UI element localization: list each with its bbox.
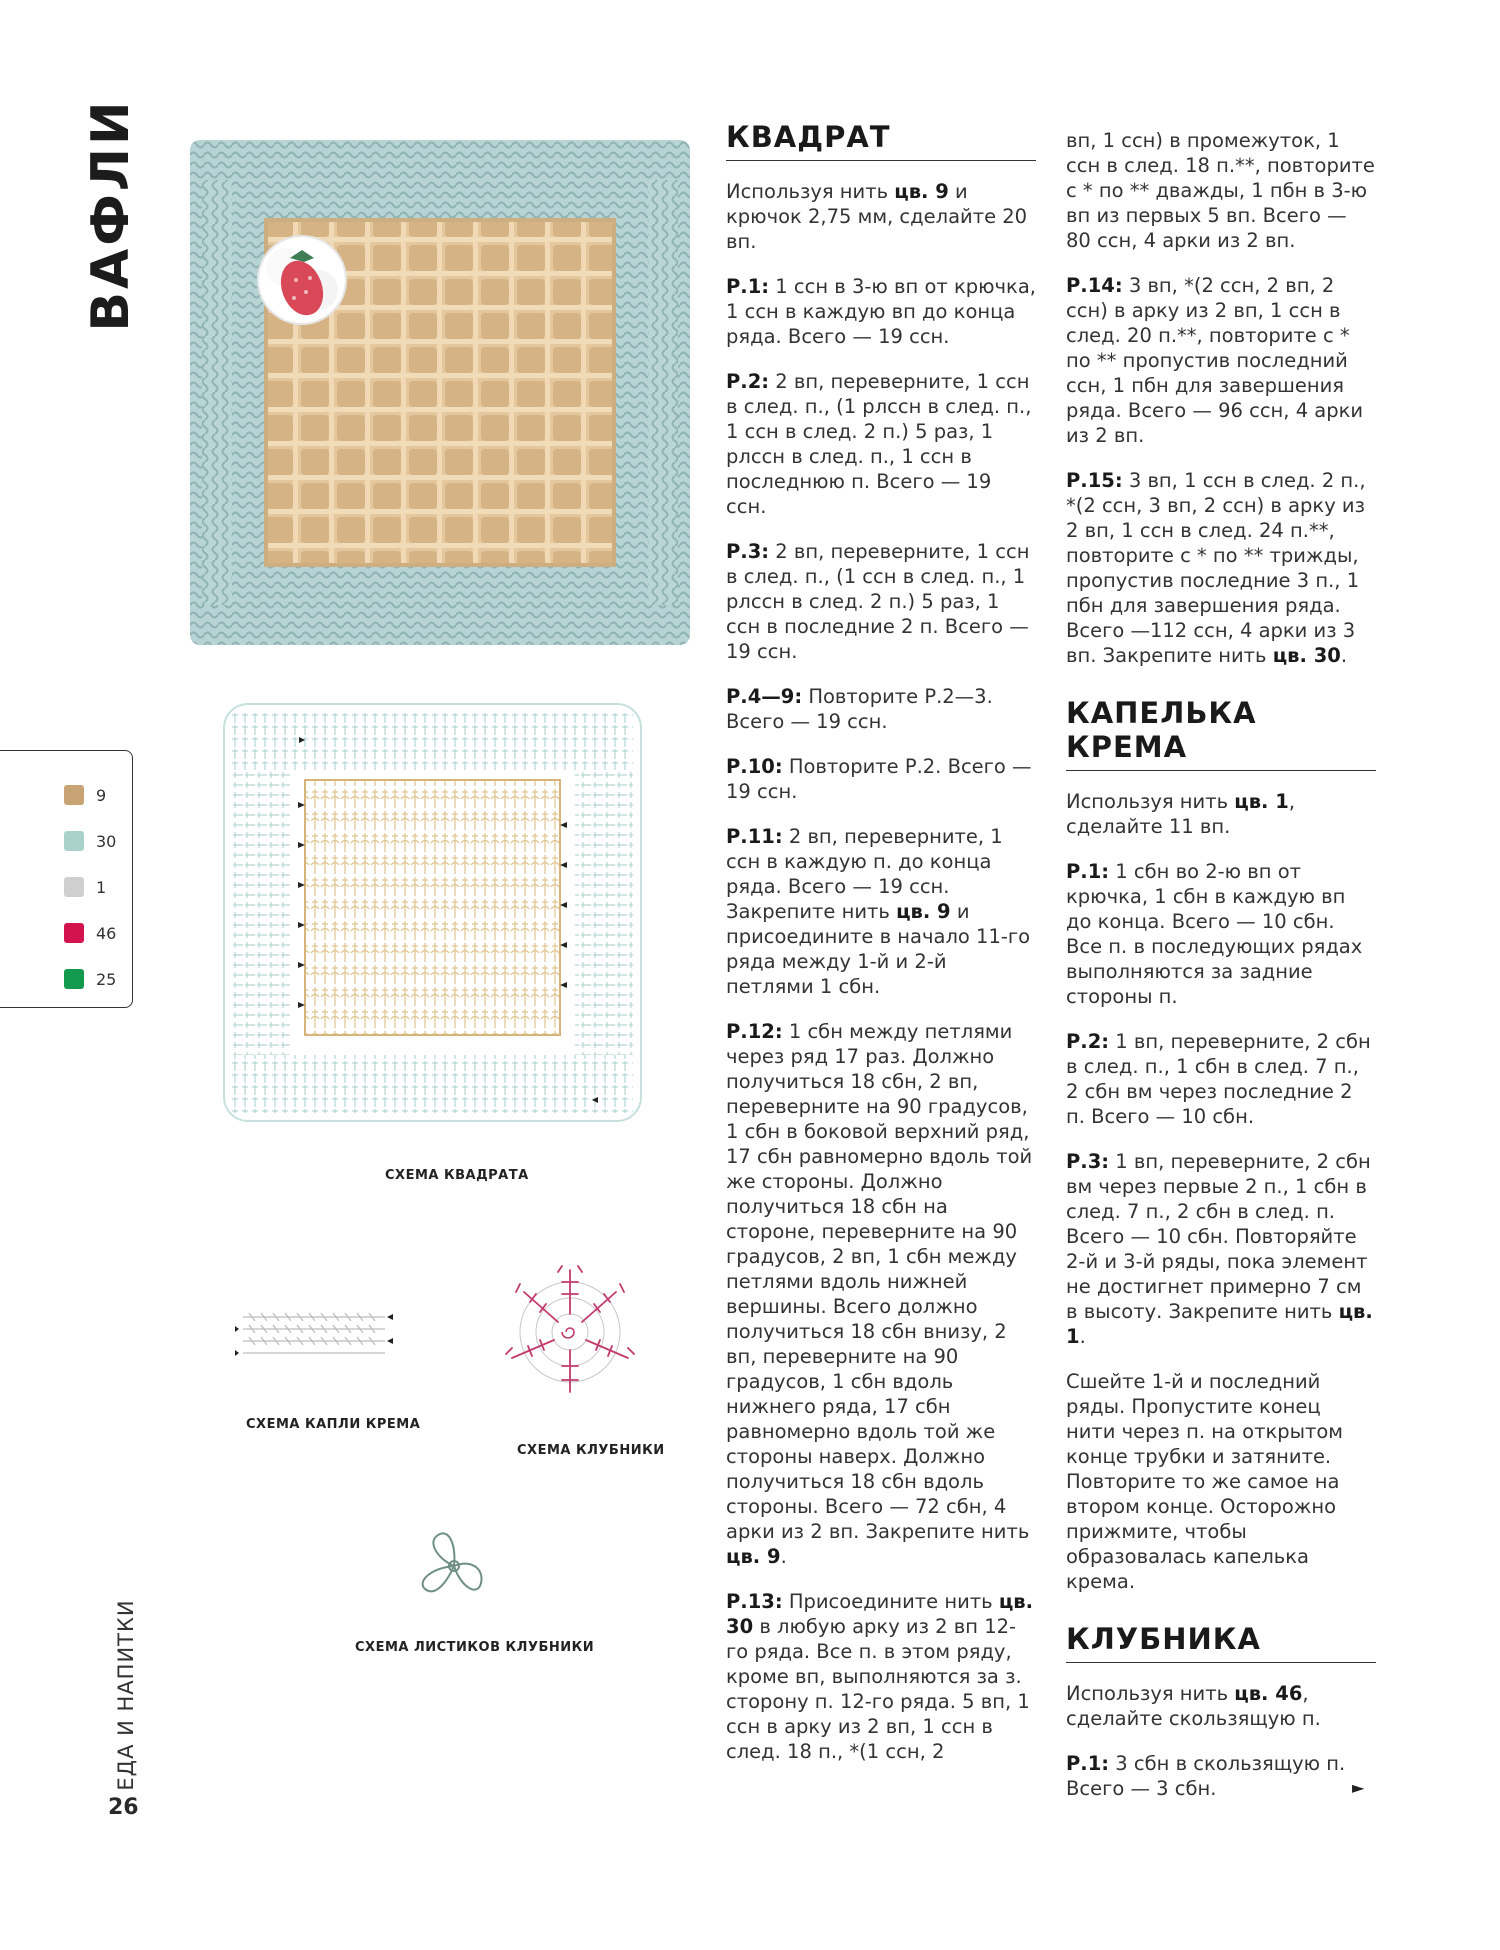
text-run: 3 сбн в скользящую п. Всего — 3 сбн. — [1066, 1752, 1346, 1800]
bold-term: Р.1: — [1066, 860, 1110, 883]
bold-term: цв. 30 — [726, 1590, 1034, 1638]
text-run: 3 вп, *(2 ссн, 2 вп, 2 ссн) в арку из 2 вп, 1 ссн в след. 20 п.**, повторите с * по ** пропустив последний ссн, 1 пбн для завершения ряда. Всего — 96 ссн, 4 арки из 2 вп. — [1066, 274, 1364, 447]
text-run: Используя нить — [1066, 790, 1235, 813]
page-title — [81, 98, 141, 332]
text-run: 2 вп, переверните, 1 ссн в след. п., (1 ссн в след. п., 1 рлссн в след. 2 п.) 5 раз, 1 ссн в последние 2 п. Всего — 19 ссн. — [726, 540, 1030, 663]
text-run: Используя нить — [1066, 1682, 1235, 1705]
section-label — [108, 1600, 144, 1790]
text-run: Используя нить — [726, 180, 895, 203]
instruction-paragraph — [726, 1019, 1036, 1569]
cream-diagram — [235, 1305, 395, 1365]
text-run: и крючок 2,75 мм, сделайте 20 вп. — [726, 180, 1028, 253]
bold-term: Р.1: — [1066, 1752, 1110, 1775]
color-key-item — [64, 830, 116, 852]
instruction-paragraph — [1066, 789, 1376, 839]
instructions-column-left — [726, 120, 1036, 1784]
bold-term: Р.1: — [726, 275, 770, 298]
instructions-column-right — [1066, 128, 1376, 1821]
text-run: Повторите Р.2—3. Всего — 19 ссн. — [726, 685, 993, 733]
section-heading-square: КВАДРАТ — [726, 120, 1036, 161]
bold-term: цв. 30 — [1272, 644, 1341, 667]
text-run: вп, 1 ссн) в промежуток, 1 ссн в след. 18 п.**, повторите с * по ** дважды, 1 пбн в 3-ю вп из первых 5 вп. Всего — 80 ссн, 4 арки из 2 вп. — [1066, 129, 1375, 252]
bold-term: Р.13: — [726, 1590, 783, 1613]
strawberry-instructions — [1066, 1681, 1376, 1801]
text-run: 1 ссн в 3-ю вп от крючка, 1 ссн в каждую вп до конца ряда. Всего — 19 ссн. — [726, 275, 1036, 348]
color-key-item — [64, 922, 116, 944]
square-instructions — [726, 179, 1036, 1764]
instruction-paragraph — [726, 539, 1036, 664]
color-number: 9 — [96, 785, 107, 805]
bold-term: Р.12: — [726, 1020, 783, 1043]
text-run: 2 вп, переверните, 1 ссн в каждую п. до конца ряда. Всего — 19 ссн. Закрепите нить — [726, 825, 1003, 923]
text-run: . — [1340, 644, 1348, 667]
continue-arrow-icon: ► — [1352, 1778, 1365, 1797]
instruction-paragraph — [1066, 1681, 1376, 1731]
color-key-item — [64, 876, 106, 898]
color-swatch — [64, 877, 84, 897]
text-run: 3 вп, 1 ссн в след. 2 п., *(2 ссн, 3 вп, 2 ссн) в арку из 2 вп, 1 ссн в след. 24 п.**, повторите с * по ** трижды, пропустив последние 3 п., 1 пбн для завершения ряда. Всего —112 ссн, 4 арки из 3 вп. Закрепите нить — [1066, 469, 1366, 667]
bold-term: цв. 9 — [726, 1545, 781, 1568]
bold-term: Р.3: — [726, 540, 770, 563]
text-run: 2 вп, переверните, 1 ссн в след. п., (1 рлссн в след. п., 1 ссн в след. 2 п.) 5 раз, 1 рлссн в след. п., 1 ссн в последнюю п. Всего — 19 ссн. — [726, 370, 1032, 518]
color-key-item — [64, 968, 116, 990]
instruction-paragraph — [726, 179, 1036, 254]
bold-term: цв. 9 — [896, 900, 951, 923]
bold-term: цв. 1 — [1066, 1300, 1373, 1348]
instruction-paragraph — [726, 824, 1036, 999]
instruction-paragraph — [726, 274, 1036, 349]
instruction-paragraph — [726, 369, 1036, 519]
bold-term: цв. 46 — [1234, 1682, 1303, 1705]
page-number: 26 — [108, 1795, 139, 1820]
instruction-paragraph — [1066, 859, 1376, 1009]
color-swatch — [64, 831, 84, 851]
text-run: . — [1079, 1325, 1086, 1348]
bold-term: цв. 1 — [1234, 790, 1289, 813]
text-run: и присоедините в начало 11-го ряда между 1-й и 2-й петлями 1 сбн. — [726, 900, 1031, 998]
color-swatch — [64, 923, 84, 943]
instruction-paragraph — [1066, 1149, 1376, 1349]
section-label-text: ЕДА И НАПИТКИ — [114, 1599, 138, 1791]
instruction-paragraph — [1066, 273, 1376, 448]
bold-term: Р.10: — [726, 755, 783, 778]
page-title-text: ВАФЛИ — [81, 98, 141, 332]
text-run: . — [780, 1545, 787, 1568]
waffle-square-photo — [190, 140, 690, 645]
color-key-item — [64, 784, 106, 806]
color-number: 25 — [96, 969, 117, 989]
bold-term: Р.4—9: — [726, 685, 803, 708]
bold-term: Р.2: — [726, 370, 770, 393]
instruction-paragraph — [726, 754, 1036, 804]
text-run: в любую арку из 2 вп 12-го ряда. Все п. в этом ряду, кроме вп, выполняются за з. сторону п. 12-го ряда. 5 вп, 1 ссн в арку из 2 вп, 1 ссн в след. 18 п., *(1 ссн, 2 — [726, 1615, 1030, 1763]
instruction-paragraph — [1066, 1029, 1376, 1129]
strawberry-diagram — [500, 1262, 640, 1402]
section-heading-strawberry: КЛУБНИКА — [1066, 1622, 1376, 1663]
square-diagram — [220, 700, 645, 1125]
color-swatch — [64, 969, 84, 989]
instruction-paragraph — [1066, 1751, 1376, 1801]
bold-term: цв. 9 — [894, 180, 949, 203]
text-run: Присоедините нить — [782, 1590, 999, 1613]
text-run: 1 вп, переверните, 2 сбн вм через первые 2 п., 1 сбн в след. 7 п., 2 сбн в след. п. Всего — 10 сбн. Повторяйте 2-й и 3-й ряды, пока элемент не достигнет примерно 7 см в высоту. Закрепите нить — [1066, 1150, 1371, 1323]
bold-term: Р.14: — [1066, 274, 1123, 297]
square-diagram-caption: СХЕМА КВАДРАТА — [385, 1168, 529, 1183]
bold-term: Р.3: — [1066, 1150, 1110, 1173]
strawberry-diagram-caption: СХЕМА КЛУБНИКИ — [517, 1443, 665, 1458]
color-key — [0, 750, 133, 1008]
leaves-diagram-caption: СХЕМА ЛИСТИКОВ КЛУБНИКИ — [355, 1640, 595, 1655]
bold-term: Р.11: — [726, 825, 783, 848]
text-run: , сделайте скользящую п. — [1066, 1682, 1321, 1730]
color-swatch — [64, 785, 84, 805]
text-run: 1 сбн во 2-ю вп от крючка, 1 сбн в каждую вп до конца. Всего — 10 сбн. Все п. в последующих рядах выполняются за задние стороны п. — [1066, 860, 1363, 1008]
color-number: 46 — [96, 923, 117, 943]
color-number: 30 — [96, 831, 117, 851]
instruction-paragraph — [726, 1589, 1036, 1764]
instruction-paragraph — [726, 684, 1036, 734]
bold-term: Р.2: — [1066, 1030, 1110, 1053]
instruction-paragraph — [1066, 1369, 1376, 1594]
text-run: Сшейте 1-й и последний ряды. Пропустите конец нити через п. на открытом конце трубки и затяните. Повторите то же самое на втором конце. Осторожно прижмите, чтобы образовалась капелька крема. — [1066, 1370, 1343, 1593]
square-instructions-continued — [1066, 128, 1376, 668]
cream-instructions — [1066, 789, 1376, 1594]
text-run: 1 вп, переверните, 2 сбн в след. п., 1 сбн в след. 7 п., 2 сбн вм через последние 2 п. Всего — 10 сбн. — [1066, 1030, 1371, 1128]
cream-diagram-caption: СХЕМА КАПЛИ КРЕМА — [246, 1417, 421, 1432]
bold-term: Р.15: — [1066, 469, 1123, 492]
text-run: Повторите Р.2. Всего — 19 ссн. — [726, 755, 1032, 803]
section-heading-cream: КАПЕЛЬКА КРЕМА — [1066, 696, 1376, 771]
instruction-paragraph — [1066, 128, 1376, 253]
text-run: , сделайте 11 вп. — [1066, 790, 1296, 838]
text-run: 1 сбн между петлями через ряд 17 раз. Должно получиться 18 сбн, 2 вп, переверните на 90 градусов, 1 сбн в боковой верхний ряд, 17 сбн равномерно вдоль той же стороны. Должно получиться 18 сбн на стороне, переверните на 90 градусов, 2 вп, 1 сбн между петлями вдоль нижней вершины. Всего должно получиться 18 сбн внизу, 2 вп, переверните на 90 градусов, 1 сбн вдоль нижнего ряда, 17 сбн равномерно вдоль той же стороны наверх. Должно получиться 18 сбн вдоль стороны. Всего — 72 сбн, 4 арки из 2 вп. Закрепите нить — [726, 1020, 1033, 1543]
instruction-paragraph — [1066, 468, 1376, 668]
color-number: 1 — [96, 877, 107, 897]
leaves-diagram — [416, 1528, 492, 1604]
